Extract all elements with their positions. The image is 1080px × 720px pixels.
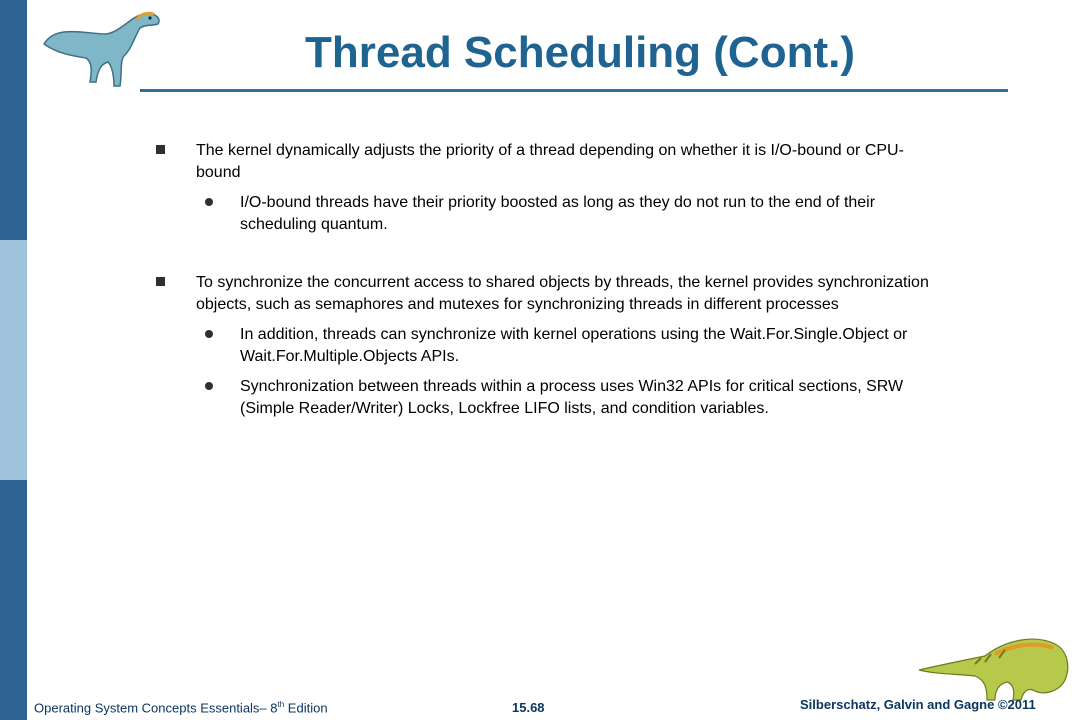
dinosaur-footer-icon	[915, 630, 1075, 702]
footer-edition-sup: th	[277, 700, 285, 709]
sub-bullet-item	[150, 192, 930, 235]
bullet-text: The kernel dynamically adjusts the priority of a thread depending on whether it is I/O-bound or CPU-bound	[196, 142, 904, 181]
sub-bullet-item	[150, 324, 930, 367]
dinosaur-logo-icon	[36, 4, 166, 90]
sub-bullet-item	[150, 376, 930, 419]
sidebar-segment-middle	[0, 240, 27, 480]
square-bullet-icon	[156, 145, 165, 154]
footer-book-title-text: Operating System Concepts Essentials– 8	[34, 700, 278, 716]
footer-copyright: Silberschatz, Galvin and Gagne ©2011	[800, 697, 1036, 712]
footer-book-title	[34, 700, 328, 715]
round-bullet-icon	[205, 382, 213, 390]
slide-content	[150, 140, 930, 419]
footer-page-number: 15.68	[512, 700, 545, 715]
bullet-item	[150, 272, 930, 315]
square-bullet-icon	[156, 277, 165, 286]
round-bullet-icon	[205, 198, 213, 206]
slide-title: Thread Scheduling (Cont.)	[305, 28, 855, 77]
sidebar-segment-bottom	[0, 480, 27, 720]
sub-bullet-text: I/O-bound threads have their priority boosted as long as they do not run to the end of their scheduling quantum.	[240, 194, 876, 233]
sub-bullet-text: Synchronization between threads within a process uses Win32 APIs for critical sections, SRW (Simple Reader/Writer) Locks, Lockfree LIFO lists, and condition variables.	[240, 378, 904, 417]
footer-edition-word: Edition	[284, 700, 328, 716]
bullet-item	[150, 140, 930, 183]
round-bullet-icon	[205, 330, 213, 338]
bullet-text: To synchronize the concurrent access to shared objects by threads, the kernel provides synchronization objects, such as semaphores and mutexes for synchronizing threads in different processes	[196, 274, 929, 313]
title-underline	[140, 89, 1008, 92]
left-sidebar-bar	[0, 0, 27, 720]
sidebar-segment-top	[0, 0, 27, 240]
sub-bullet-text: In addition, threads can synchronize with kernel operations using the Wait.For.Single.Object or Wait.For.Multiple.Objects APIs.	[240, 326, 908, 365]
